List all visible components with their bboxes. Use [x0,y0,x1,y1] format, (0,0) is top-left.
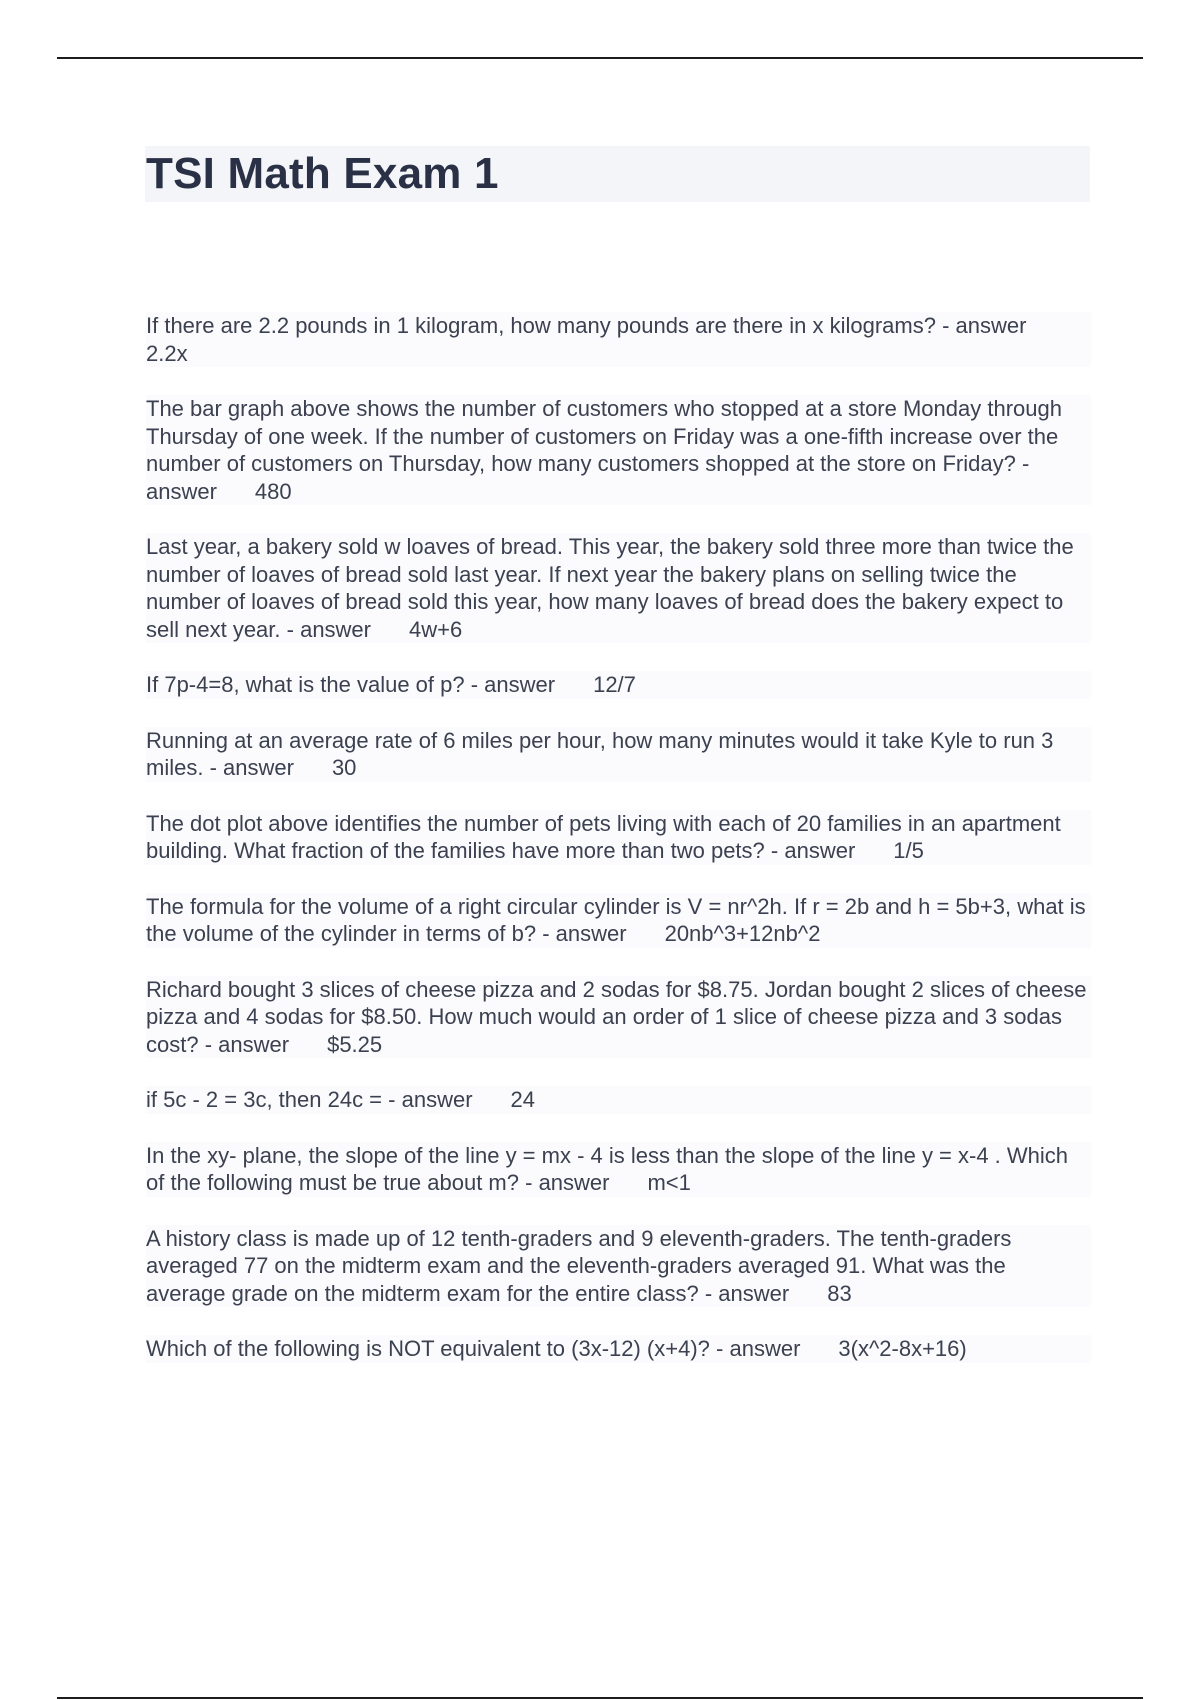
question-text: In the xy- plane, the slope of the line y = mx - 4 is less than the slope of the line y = x-4 . Which of the following must be true about m? [146,1142,1069,1195]
answer-label: answer [784,838,856,863]
question-text: If there are 2.2 pounds in 1 kilogram, how many pounds are there in x kilograms? [146,313,936,338]
answer-text: 30 [331,755,357,780]
qa-item-3: Last year, a bakery sold w loaves of bread. This year, the bakery sold three more than twice the number of loaves of bread sold last year. If next year the bakery plans on selling twice the number of loaves of bread sold this year, how many loaves of bread does the bakery expect to sell next year. - answer 4w+6 [146,533,1091,643]
answer-text: m<1 [647,1170,691,1195]
question-text: Which of the following is NOT equivalent to (3x-12) (x+4)? [146,1336,710,1361]
question-text: If 7p-4=8, what is the value of p? [146,672,465,697]
question-answer-list [146,312,1091,1391]
qa-item-11: A history class is made up of 12 tenth-graders and 9 eleventh-graders. The tenth-graders averaged 77 on the midterm exam and the eleventh-graders averaged 91. What was the average grade on the midterm exam for the entire class? - answer 83 [146,1225,1091,1308]
question-text: A history class is made up of 12 tenth-graders and 9 eleventh-graders. The tenth-graders averaged 77 on the midterm exam and the eleventh-graders averaged 91. What was the average grade on the midterm exam for the entire class? [146,1225,1012,1306]
qa-item-10: In the xy- plane, the slope of the line y = mx - 4 is less than the slope of the line y = x-4 . Which of the following must be true about m? - answer m<1 [146,1142,1091,1197]
qa-item-4: If 7p-4=8, what is the value of p? - answer 12/7 [146,671,1091,699]
answer-text: 1/5 [893,838,924,863]
question-text: The dot plot above identifies the number of pets living with each of 20 families in an apartment building. What fraction of the families have more than two pets? [146,810,1061,863]
answer-label: answer [555,921,627,946]
answer-label: answer [401,1087,473,1112]
answer-text: 20nb^3+12nb^2 [664,921,821,946]
answer-label: answer [729,1336,801,1361]
answer-text: 12/7 [593,672,636,697]
answer-label: answer [718,1280,790,1306]
qa-item-1: If there are 2.2 pounds in 1 kilogram, how many pounds are there in x kilograms? - answer2.2x [146,312,1091,367]
answer-label: answer [538,1170,610,1195]
answer-text: 83 [827,1280,852,1306]
bottom-rule [57,1697,1143,1699]
answer-text: 480 [254,478,292,504]
question-text: The formula for the volume of a right circular cylinder is V = nr^2h. If r = 2b and h = 5b+3, what is the volume of the cylinder in terms of b? [146,893,1086,946]
question-text: if 5c - 2 = 3c, then 24c = [146,1087,383,1112]
question-text: Richard bought 3 slices of cheese pizza and 2 sodas for $8.75. Jordan bought 2 slices of cheese pizza and 4 sodas for $8.50. How much would an order of 1 slice of cheese pizza and 3 sodas cost? [146,976,1087,1057]
answer-text: 4w+6 [409,616,463,642]
answer-label: answer [146,478,217,504]
document-title: TSI Math Exam 1 [146,149,499,198]
answer-text: $5.25 [327,1031,383,1057]
answer-label: answer [300,616,371,642]
answer-label: answer [218,1031,290,1057]
question-text: Last year, a bakery sold w loaves of bread. This year, the bakery sold three more than twice the number of loaves of bread sold last year. If next year the bakery plans on selling twice the number of loaves of bread sold this year, how many loaves of bread does the bakery expect to sell next year. [146,534,1074,642]
question-text: The bar graph above shows the number of customers who stopped at a store Monday through Thursday of one week. If the number of customers on Friday was a one-fifth increase over the number of customers on Thursday, how many customers shopped at the store on Friday? [146,396,1062,476]
question-text: Running at an average rate of 6 miles per hour, how many minutes would it take Kyle to run 3 miles. [146,727,1054,780]
qa-item-7: The formula for the volume of a right circular cylinder is V = nr^2h. If r = 2b and h = 5b+3, what is the volume of the cylinder in terms of b? - answer 20nb^3+12nb^2 [146,893,1091,948]
qa-item-8: Richard bought 3 slices of cheese pizza and 2 sodas for $8.75. Jordan bought 2 slices of cheese pizza and 4 sodas for $8.50. How much would an order of 1 slice of cheese pizza and 3 sodas cost? - answer $5.25 [146,976,1091,1059]
answer-text: 3(x^2-8x+16) [838,1336,967,1361]
qa-item-5: Running at an average rate of 6 miles per hour, how many minutes would it take Kyle to run 3 miles. - answer 30 [146,727,1091,782]
answer-label: answer [484,672,556,697]
top-rule [57,57,1143,59]
qa-item-9: if 5c - 2 = 3c, then 24c = - answer 24 [146,1086,1091,1114]
qa-item-6: The dot plot above identifies the number of pets living with each of 20 families in an apartment building. What fraction of the families have more than two pets? - answer 1/5 [146,810,1091,865]
answer-label: answer [955,313,1027,338]
qa-item-2: The bar graph above shows the number of customers who stopped at a store Monday through Thursday of one week. If the number of customers on Friday was a one-fifth increase over the number of customers on Thursday, how many customers shopped at the store on Friday? - answer 480 [146,395,1091,505]
answer-text: 2.2x [146,340,188,366]
answer-label: answer [223,755,294,780]
qa-item-12: Which of the following is NOT equivalent to (3x-12) (x+4)? - answer 3(x^2-8x+16) [146,1335,1091,1363]
answer-text: 24 [510,1087,535,1112]
